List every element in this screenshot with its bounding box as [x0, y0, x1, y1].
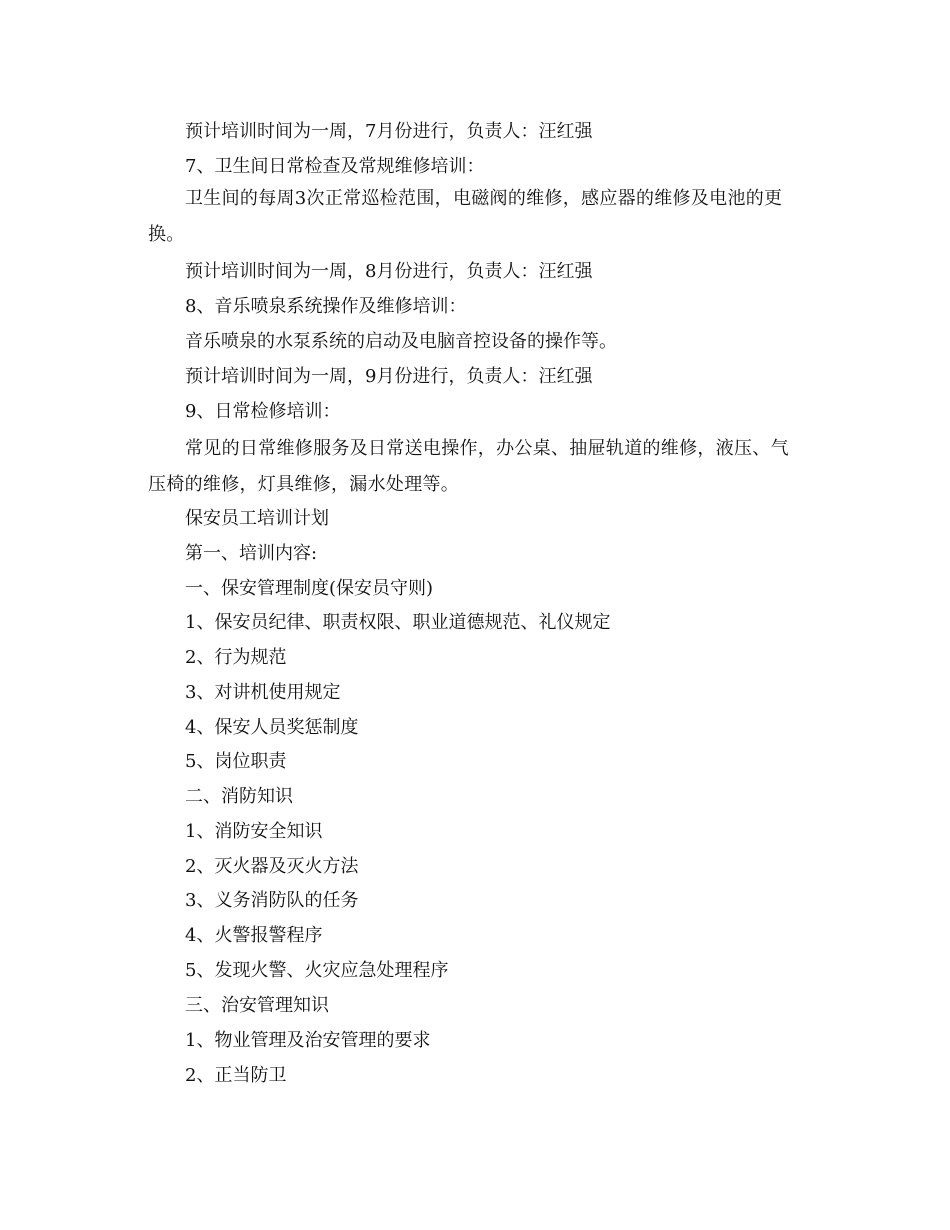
paragraph-line: 预计培训时间为一周，8月份进行，负责人：汪红强 — [185, 261, 593, 282]
paragraph-wrapped: 常见的日常维修服务及日常送电操作，办公桌、抽屉轨道的维修，液压、气压椅的维修，灯具维修，漏水处理等。 — [148, 438, 789, 495]
list-item: 2、灭火器及灭火方法 — [185, 856, 359, 877]
plan-title: 保安员工培训计划 — [185, 508, 329, 529]
section-heading: 二、消防知识 — [185, 786, 293, 807]
section-heading: 第一、培训内容: — [185, 543, 318, 564]
list-item: 1、消防安全知识 — [185, 821, 323, 842]
section-heading: 7、卫生间日常检查及常规维修培训： — [185, 156, 485, 177]
list-item: 2、行为规范 — [185, 647, 287, 668]
paragraph-line: 预计培训时间为一周，9月份进行，负责人：汪红强 — [185, 366, 593, 387]
paragraph-line: 预计培训时间为一周，7月份进行，负责人：汪红强 — [185, 121, 593, 142]
section-heading: 8、音乐喷泉系统操作及维修培训： — [185, 296, 467, 317]
list-item: 4、火警报警程序 — [185, 925, 323, 946]
list-item: 3、义务消防队的任务 — [185, 890, 359, 911]
list-item: 1、物业管理及治安管理的要求 — [185, 1030, 431, 1051]
list-item: 4、保安人员奖惩制度 — [185, 717, 359, 738]
list-item: 2、正当防卫 — [185, 1065, 287, 1086]
section-heading: 三、治安管理知识 — [185, 995, 329, 1016]
paragraph-line: 音乐喷泉的水泵系统的启动及电脑音控设备的操作等。 — [185, 331, 617, 352]
list-item: 1、保安员纪律、职责权限、职业道德规范、礼仪规定 — [185, 612, 611, 633]
list-item: 5、发现火警、火灾应急处理程序 — [185, 960, 449, 981]
section-heading: 9、日常检修培训： — [185, 401, 341, 422]
paragraph-wrapped: 卫生间的每周3次正常巡检范围，电磁阀的维修，感应器的维修及电池的更换。 — [148, 188, 783, 245]
list-item: 3、对讲机使用规定 — [185, 682, 341, 703]
list-item: 5、岗位职责 — [185, 751, 287, 772]
section-heading: 一、保安管理制度(保安员守则) — [185, 578, 434, 599]
